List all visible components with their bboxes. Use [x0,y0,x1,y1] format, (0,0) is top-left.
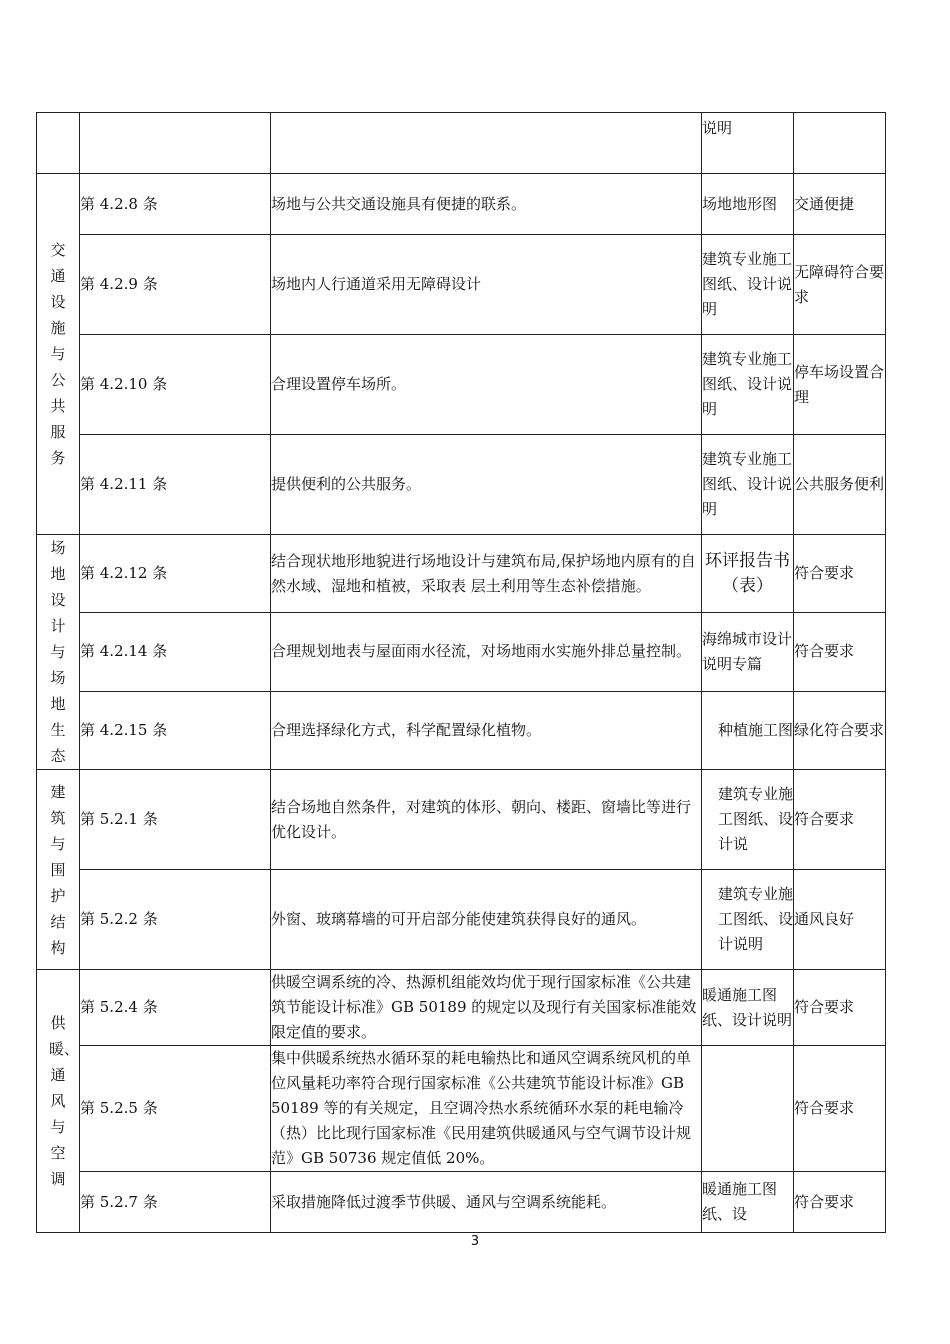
result-cell: 绿化符合要求 [794,691,886,769]
category-label: 交通设施与公共服务 [50,241,66,467]
content-cell: 外窗、玻璃幕墙的可开启部分能使建筑获得良好的通风。 [271,870,702,970]
clause-cell [80,113,271,174]
clause-cell: 第 4.2.9 条 [80,235,271,335]
result-cell: 交通便捷 [794,174,886,235]
category-cell [37,535,80,770]
table-row [37,235,886,335]
clause-cell: 第 5.2.4 条 [80,970,271,1046]
result-cell: 符合要求 [794,1046,886,1172]
clause-cell: 第 5.2.2 条 [80,870,271,970]
category-cell [37,970,80,1233]
content-cell: 结合场地自然条件，对建筑的体形、朝向、楼距、窗墙比等进行优化设计。 [271,770,702,870]
table-row [37,335,886,435]
result-cell: 无障碍符合要求 [794,235,886,335]
category-cell [37,770,80,970]
document-cell: 场地地形图 [702,174,794,235]
document-cell: 说明 [702,113,794,174]
document-cell: 建筑专业施工图纸、设计说 [702,770,794,870]
document-cell: 建筑专业施工图纸、设计说明 [702,235,794,335]
table-row [37,691,886,769]
content-cell: 合理规划地表与屋面雨水径流，对场地雨水实施外排总量控制。 [271,613,702,691]
content-cell: 集中供暖系统热水循环泵的耗电输热比和通风空调系统风机的单位风量耗功率符合现行国家标准《公共建筑节能设计标准》GB 50189 等的有关规定，且空调冷热水系统循环水泵的耗电输冷（热）比比现行国家标准《民用建筑供暖通风与空气调节设计规范》GB 50736 规定值低 20%。 [271,1046,702,1172]
result-cell: 符合要求 [794,770,886,870]
document-cell [702,1046,794,1172]
content-cell: 场地与公共交通设施具有便捷的联系。 [271,174,702,235]
content-cell: 结合现状地形地貌进行场地设计与建筑布局,保护场地内原有的自然水域、湿地和植被，采取表 层土利用等生态补偿措施。 [271,535,702,613]
category-label: 建筑与围护结构 [50,782,66,957]
result-cell [794,113,886,174]
content-cell: 合理设置停车场所。 [271,335,702,435]
table-row [37,535,886,613]
content-cell: 供暖空调系统的冷、热源机组能效均优于现行国家标准《公共建筑节能设计标准》GB 50189 的规定以及现行有关国家标准能效限定值的要求。 [271,970,702,1046]
document-cell: 种植施工图 [702,691,794,769]
content-cell: 采取措施降低过渡季节供暖、通风与空调系统能耗。 [271,1172,702,1233]
table-row [37,870,886,970]
clause-cell: 第 5.2.1 条 [80,770,271,870]
table-row [37,613,886,691]
table-row [37,1046,886,1172]
document-cell: 建筑专业施工图纸、设计说明 [702,435,794,535]
clause-cell: 第 4.2.15 条 [80,691,271,769]
clause-cell: 第 5.2.5 条 [80,1046,271,1172]
result-cell: 符合要求 [794,613,886,691]
table-row [37,1172,886,1233]
document-cell: 暖通施工图纸、设计说明 [702,970,794,1046]
clause-cell: 第 4.2.10 条 [80,335,271,435]
content-cell: 合理选择绿化方式，科学配置绿化植物。 [271,691,702,769]
result-cell: 符合要求 [794,1172,886,1233]
table-row [37,174,886,235]
content-cell: 提供便利的公共服务。 [271,435,702,535]
category-cell [37,174,80,535]
document-cell: 建筑专业施工图纸、设计说明 [702,870,794,970]
result-cell: 公共服务便利 [794,435,886,535]
result-cell: 符合要求 [794,970,886,1046]
content-cell [271,113,702,174]
category-label: 供暖、通风与空调 [49,1014,80,1188]
document-cell: 暖通施工图纸、设 [702,1172,794,1233]
category-cell-empty [37,113,80,174]
table-row [37,113,886,174]
clause-cell: 第 5.2.7 条 [80,1172,271,1233]
table-row [37,770,886,870]
result-cell: 通风良好 [794,870,886,970]
requirements-table [36,112,886,1233]
table-row [37,970,886,1046]
clause-cell: 第 4.2.8 条 [80,174,271,235]
page-number: 3 [470,1234,480,1249]
content-cell: 场地内人行通道采用无障碍设计 [271,235,702,335]
result-cell: 停车场设置合理 [794,335,886,435]
document-cell: 建筑专业施工图纸、设计说明 [702,335,794,435]
table-row [37,435,886,535]
clause-cell: 第 4.2.12 条 [80,535,271,613]
document-cell: 海绵城市设计说明专篇 [702,613,794,691]
clause-cell: 第 4.2.14 条 [80,613,271,691]
document-cell: 环评报告书（表） [702,535,794,613]
clause-cell: 第 4.2.11 条 [80,435,271,535]
category-label: 场地设计与场地生态 [50,539,66,765]
result-cell: 符合要求 [794,535,886,613]
